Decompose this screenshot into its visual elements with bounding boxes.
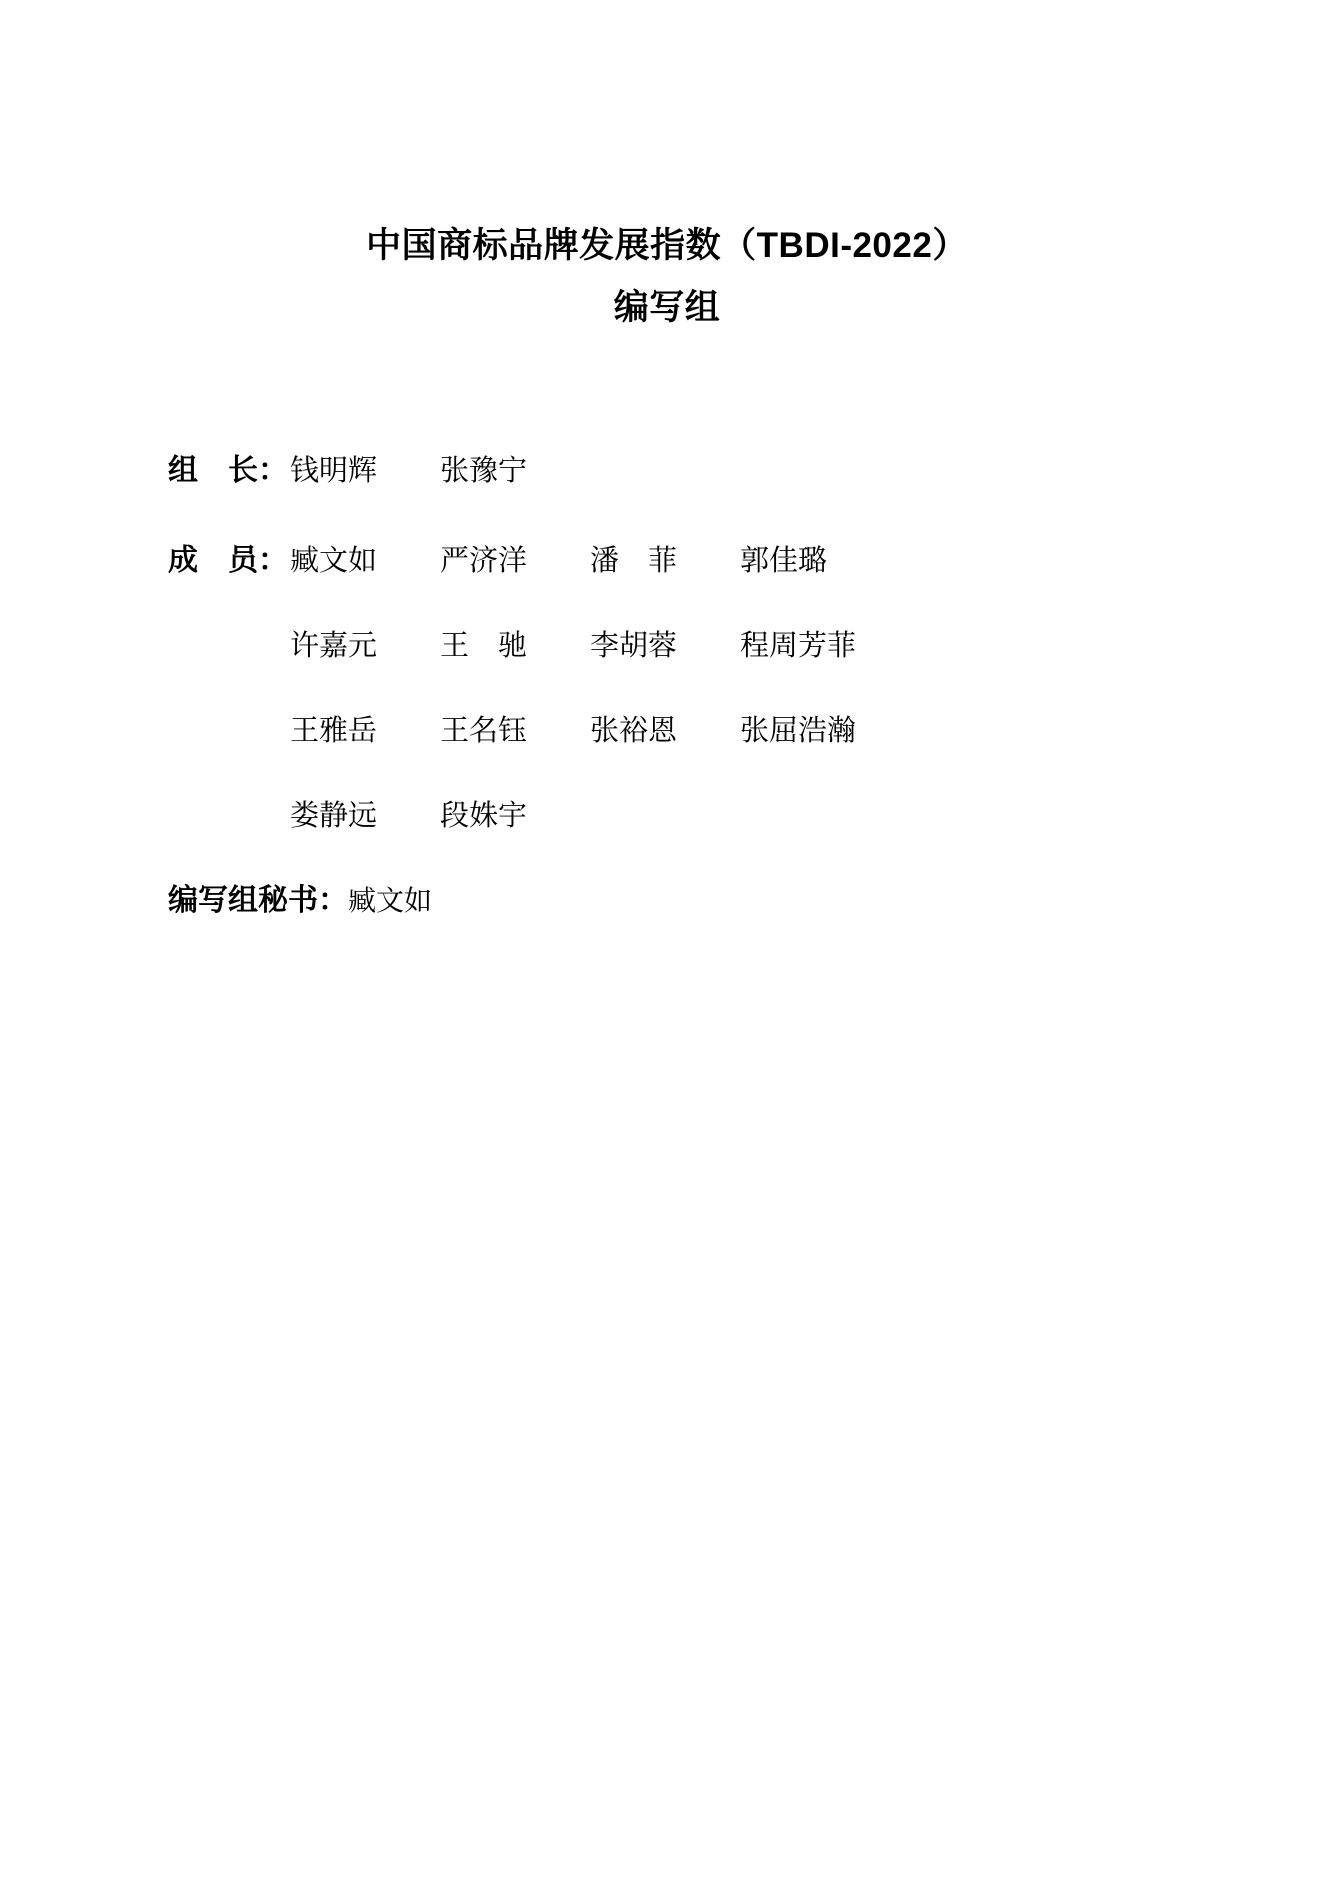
member-name: 李胡蓉 [590, 630, 678, 662]
member-name: 娄静远 [290, 800, 378, 832]
title-line-1: 中国商标品牌发展指数（TBDI-2022） [366, 226, 968, 265]
member-name: 程周芳菲 [740, 630, 857, 662]
members-row [168, 795, 1168, 837]
member-name: 张屈浩瀚 [740, 715, 857, 747]
members-names [290, 795, 1168, 837]
title-line-2: 编写组 [613, 288, 721, 327]
secretary-row [168, 880, 1168, 923]
leader-name: 钱明辉 [290, 455, 378, 487]
members-row [168, 540, 1168, 582]
member-name: 臧文如 [290, 545, 378, 577]
leader-names [290, 450, 1168, 492]
member-name: 段姝宇 [440, 800, 528, 832]
member-name: 王雅岳 [290, 715, 378, 747]
credits-block [168, 450, 1168, 966]
member-name: 潘 菲 [590, 545, 678, 577]
member-name: 王 驰 [440, 630, 528, 662]
members-names [290, 540, 1168, 582]
member-name: 严济洋 [440, 545, 528, 577]
member-name: 王名钰 [440, 715, 528, 747]
members-label: 成 员： [168, 544, 288, 577]
secretary-label: 编写组秘书： [168, 884, 348, 917]
page-title [0, 215, 1334, 339]
secretary-name: 臧文如 [348, 886, 433, 917]
members-names [290, 625, 1168, 667]
members-row [168, 710, 1168, 752]
members-row [168, 625, 1168, 667]
member-name: 许嘉元 [290, 630, 378, 662]
leader-label: 组 长： [168, 454, 288, 487]
members-names [290, 710, 1168, 752]
member-name: 张裕恩 [590, 715, 678, 747]
member-name: 郭佳璐 [740, 545, 828, 577]
leader-row [168, 450, 1168, 492]
leader-name: 张豫宁 [440, 455, 528, 487]
